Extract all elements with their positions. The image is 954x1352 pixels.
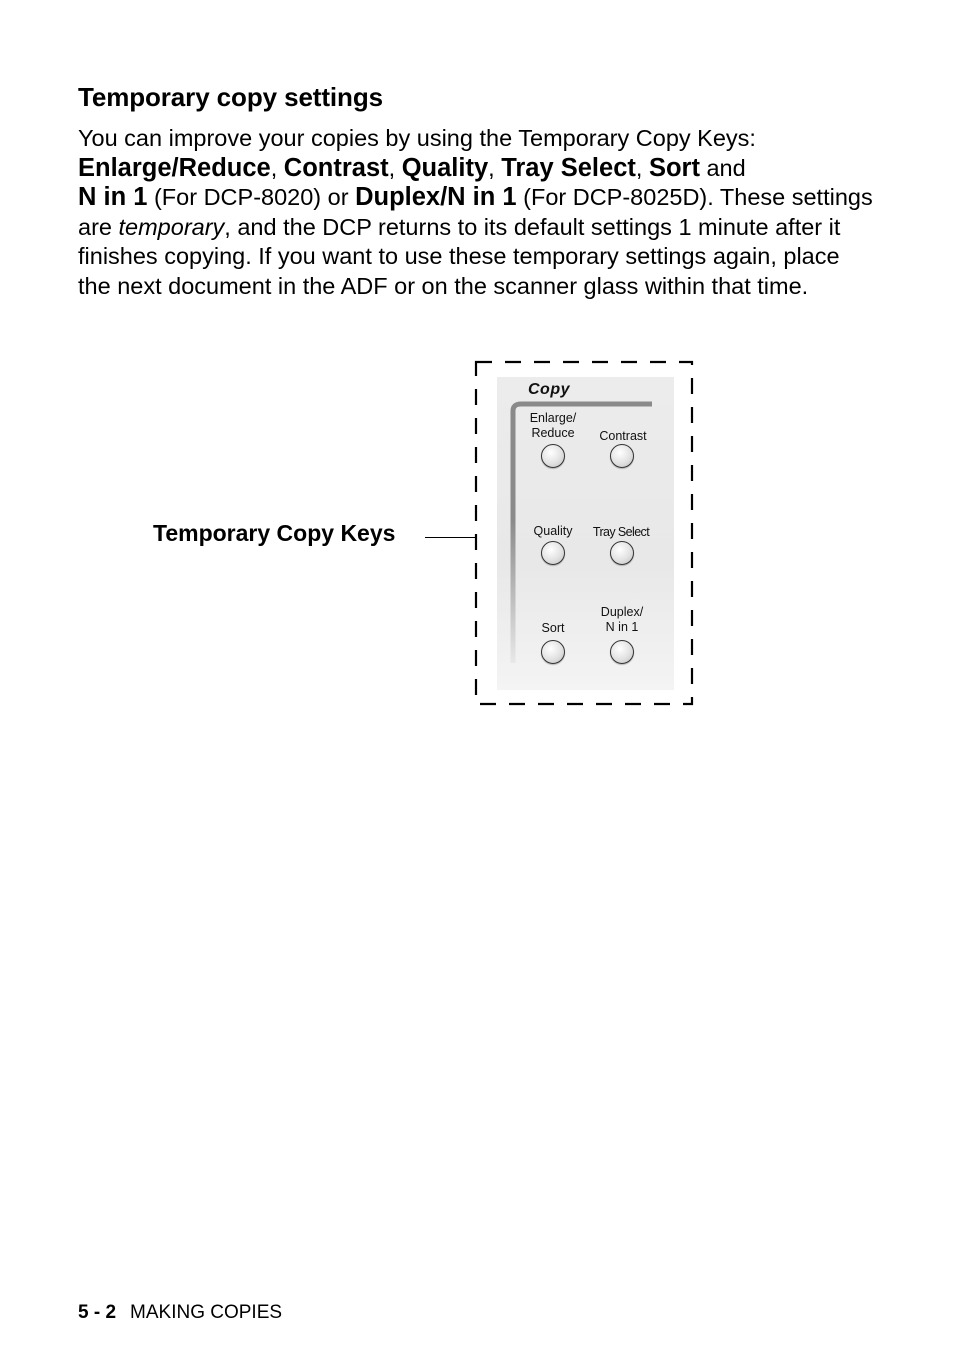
intro-paragraph xyxy=(78,124,878,301)
figure-callout-label: Temporary Copy Keys xyxy=(153,520,396,546)
label-line: Enlarge/ xyxy=(529,411,577,425)
key-name-enlarge-reduce: Enlarge/Reduce xyxy=(78,153,271,182)
label-enlarge-reduce xyxy=(522,411,584,441)
section-heading: Temporary copy settings xyxy=(78,82,383,112)
label-tray-select: Tray Select xyxy=(592,525,650,539)
label-line: Duplex/ xyxy=(600,605,644,619)
label-quality: Quality xyxy=(533,524,573,538)
label-line: N in 1 xyxy=(605,620,639,634)
key-name-quality: Quality xyxy=(401,153,489,182)
key-name-tray-select: Tray Select xyxy=(501,153,636,182)
label-duplex-n-in-1 xyxy=(591,605,653,635)
contrast-key[interactable] xyxy=(610,444,634,468)
model-note-8025d: (For DCP-8025D). These settings are xyxy=(78,184,873,240)
label-sort: Sort xyxy=(541,621,565,635)
page-number: 5 - 2 xyxy=(78,1302,117,1323)
enlarge-reduce-key[interactable] xyxy=(541,444,565,468)
panel-title-copy: Copy xyxy=(528,381,570,398)
key-name-duplex-n-in-1: Duplex/N in 1 xyxy=(355,183,517,211)
paragraph-rest: , and the DCP returns to its default settings 1 minute after it finishes copying. If you want to use these temporary settings again, place the next document in the ADF or on the scanner glass within that time. xyxy=(78,213,841,299)
separator: , xyxy=(635,154,649,181)
callout-leader-line xyxy=(425,537,476,538)
conjunction: and xyxy=(699,154,746,181)
label-line: Reduce xyxy=(531,426,575,440)
separator: , xyxy=(488,154,502,181)
model-note-8020: (For DCP-8020) or xyxy=(147,184,356,210)
duplex-n-in-1-key[interactable] xyxy=(610,640,634,664)
quality-key[interactable] xyxy=(541,541,565,565)
sort-key[interactable] xyxy=(541,640,565,664)
separator: , xyxy=(270,154,284,181)
key-name-sort: Sort xyxy=(648,153,700,182)
key-name-n-in-1: N in 1 xyxy=(78,183,148,211)
emphasis-temporary: temporary xyxy=(118,213,225,240)
separator: , xyxy=(388,154,402,181)
chapter-title: MAKING COPIES xyxy=(130,1302,283,1323)
tray-select-key[interactable] xyxy=(610,541,634,565)
key-name-contrast: Contrast xyxy=(283,153,389,182)
label-contrast: Contrast xyxy=(599,429,647,443)
intro-text: You can improve your copies by using the Temporary Copy Keys: xyxy=(78,125,756,151)
page-footer xyxy=(78,1302,282,1324)
